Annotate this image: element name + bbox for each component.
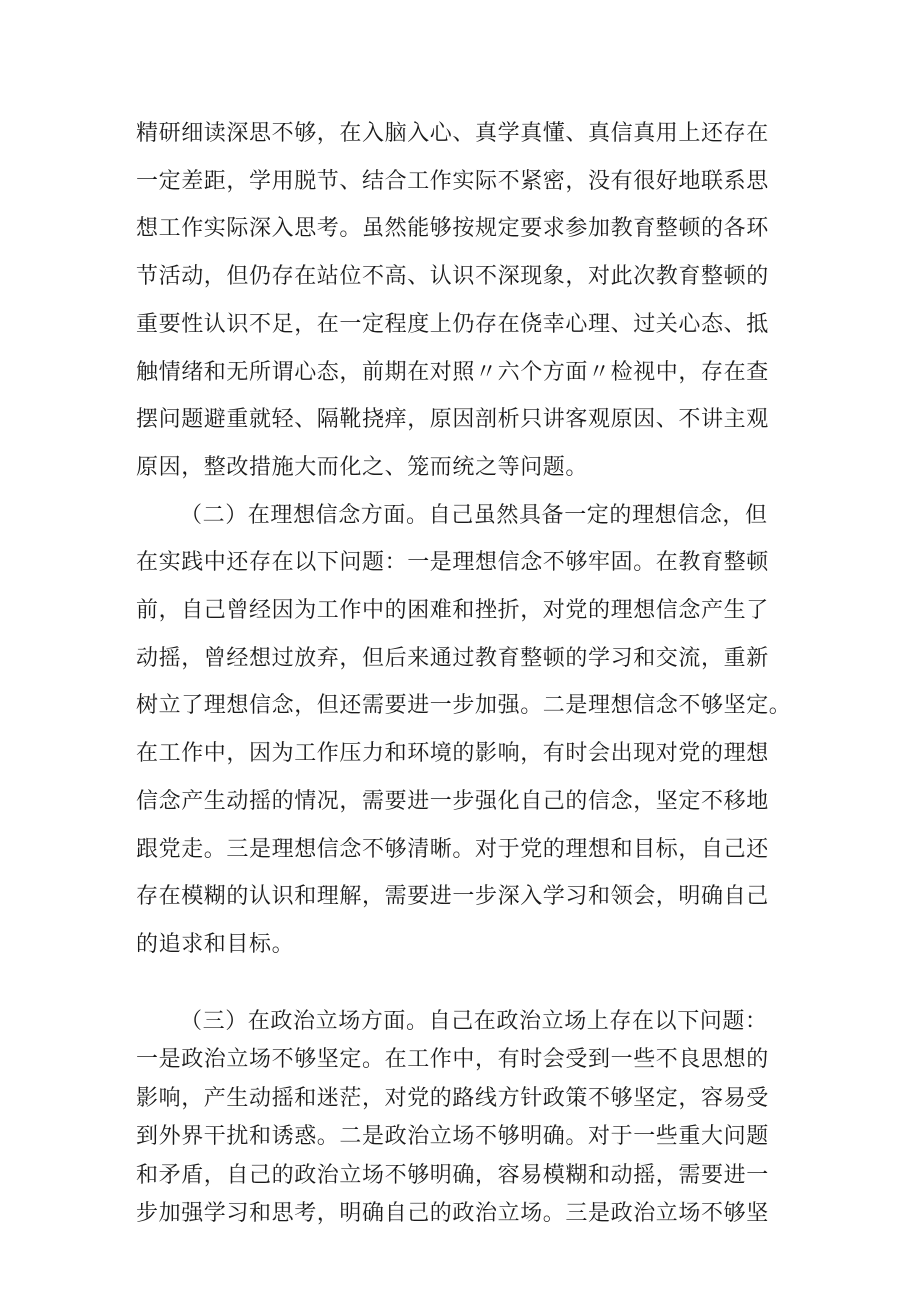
text-line: （三）在政治立场方面。自己在政治立场上存在以下问题： [180,1008,768,1034]
paragraph-1 [136,110,796,492]
text-line: 精研细读深思不够，在入脑入心、真学真懂、真信真用上还存在 [136,121,769,146]
text-line: 跟党走。三是理想信念不够清晰。对于党的理想和目标，自己还 [136,836,769,862]
paragraph-3-political-stance [136,1003,796,1234]
text-line: 动摇，曾经想过放弃，但后来通过教育整顿的学习和交流，重新 [136,645,769,671]
text-line: 影响，产生动摇和迷茫，对党的路线方针政策不够坚定，容易受 [136,1085,769,1111]
text-line: 信念产生动摇的情况，需要进一步强化自己的信念，坚定不移地 [136,788,769,814]
text-line: 步加强学习和思考，明确自己的政治立场。三是政治立场不够坚 [136,1201,769,1227]
text-line: 到外界干扰和诱惑。二是政治立场不够明确。对于一些重大问题 [136,1124,769,1150]
text-line: 原因，整改措施大而化之、笼而统之等问题。 [136,454,589,480]
text-line: 节活动，但仍存在站位不高、认识不深现象，对此次教育整顿的 [136,264,769,290]
text-line: 前，自己曾经因为工作中的困难和挫折，对党的理想信念产生了 [136,598,769,624]
text-line: 的追求和目标。 [136,931,295,957]
paragraph-2-ideals-and-beliefs [136,492,796,969]
text-line: 树立了理想信念，但还需要进一步加强。二是理想信念不够坚定。 [136,693,792,719]
text-line: 一是政治立场不够坚定。在工作中，有时会受到一些不良思想的 [136,1047,769,1073]
text-line: （二）在理想信念方面。自己虽然具备一定的理想信念，但 [180,502,768,528]
text-line: 想工作实际深入思考。虽然能够按规定要求参加教育整顿的各环 [136,216,769,242]
text-line: 一定差距，学用脱节、结合工作实际不紧密，没有很好地联系思 [136,168,769,194]
text-line: 触情绪和无所谓心态，前期在对照〃六个方面〃检视中，存在查 [136,359,769,385]
text-line: 在工作中，因为工作压力和环境的影响，有时会出现对党的理想 [136,741,769,767]
text-line: 和矛盾，自己的政治立场不够明确，容易模糊和动摇，需要进一 [136,1162,769,1188]
text-line: 存在模糊的认识和理解，需要进一步深入学习和领会，明确自己 [136,884,769,910]
document-page [136,110,796,1234]
text-line: 重要性认识不足，在一定程度上仍存在侥幸心理、过关心态、抵 [136,311,769,337]
text-line: 在实践中还存在以下问题：一是理想信念不够牢固。在教育整顿 [136,550,769,576]
text-line: 摆问题避重就轻、隔靴挠痒，原因剖析只讲客观原因、不讲主观 [136,407,769,433]
